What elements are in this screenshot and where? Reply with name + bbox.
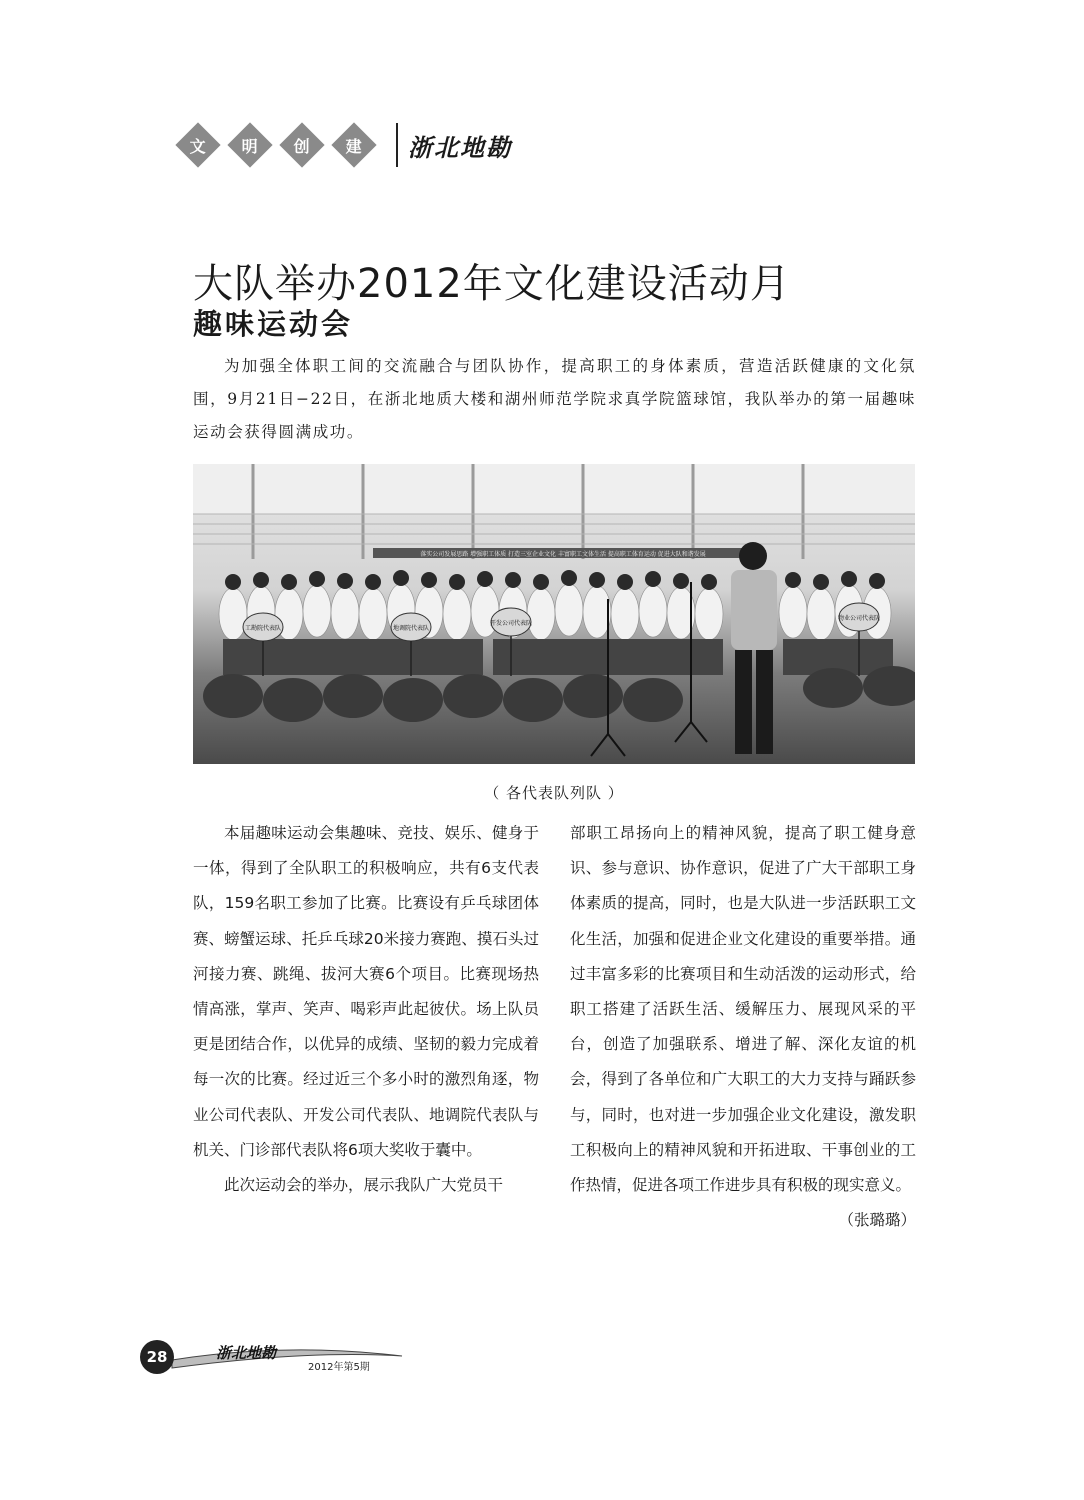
footer-issue: 2012年第5期 <box>308 1362 370 1373</box>
header-divider <box>396 123 398 167</box>
photo-caption: （ 各代表队列队 ） <box>484 784 624 802</box>
speaker-figure <box>731 542 777 754</box>
section-char: 建 <box>345 136 363 156</box>
section-char-diamond <box>279 122 324 167</box>
article-intro: 为加强全体职工间的交流融合与团队协作，提高职工的身体素质，营造活跃健康的文化氛围，9月21日−22日，在浙北地质大楼和湖州师范学院求真学院篮球馆，我队举办的第一届趣味运动会获得圆满成功。 <box>193 357 916 441</box>
article-photo <box>193 464 915 764</box>
body-paragraph: 此次运动会的举办，展示我队广大党员干 <box>224 1176 504 1195</box>
body-column-left <box>193 816 539 1203</box>
section-header <box>182 118 512 172</box>
body-paragraph-continued <box>570 816 916 1230</box>
body-column-right <box>570 816 916 1238</box>
author-byline: （张璐璐） <box>838 1211 916 1230</box>
section-char: 文 <box>189 136 207 156</box>
team-lineup-photo <box>193 464 915 764</box>
team-sign: 物业公司代表队 <box>837 615 881 622</box>
body-paragraph: 本届趣味运动会集趣味、竞技、娱乐、健身于一体，得到了全队职工的积极响应，共有6支代表队，159名职工参加了比赛。比赛设有乒乓球团体赛、螃蟹运球、托乒乓球20米接力赛跑、摸石头过河接力赛、跳绳、拔河大赛6个项目。比赛现场热情高涨，掌声、笑声、喝彩声此起彼伏。场上队员更是团结合作，以优异的成绩、坚韧的毅力完成着每一次的比赛。经过近三个多小时的激烈角逐，物业公司代表队、开发公司代表队、地调院代表队与机关、门诊部代表队将6项大奖收于囊中。 <box>193 824 539 1159</box>
header-brand: 浙北地勘 <box>408 132 512 162</box>
body-paragraph-continued-text: 部职工昂扬向上的精神风貌，提高了职工健身意识、参与意识、协作意识，促进了广大干部职工身体素质的提高，同时，也是大队进一步活跃职工文化生活，加强和促进企业文化建设的重要举措。通过丰富多彩的比赛项目和生动活泼的运动形式，给职工搭建了活跃生活、缓解压力、展现风采的平台，创造了加强联系、增进了解、深化友谊的机会，得到了各单位和广大职工的大力支持与踊跃参与，同时，也对进一步加强企业文化建设，激发职工积极向上的精神风貌和开拓进取、干事创业的工作热情，促进各项工作进步具有积极的现实意义。 <box>570 824 916 1195</box>
section-char: 创 <box>293 136 311 156</box>
article-title: 大队举办2012年文化建设活动月 <box>193 261 791 307</box>
page-footer <box>140 1338 400 1378</box>
team-sign: 工勘院代表队 <box>244 625 282 632</box>
team-sign: 地调院代表队 <box>392 625 430 632</box>
section-char: 明 <box>241 136 259 156</box>
footer-ribbon-graphic <box>166 1346 406 1370</box>
section-char-diamond <box>227 122 272 167</box>
section-char-diamond <box>331 122 376 167</box>
section-char-diamond <box>175 122 220 167</box>
venue-banner: 落实公司发展思路 增强职工体质 打造三室企业文化 丰富职工文体生活 提高职工体育运动 促进大队和谐发展 <box>420 551 706 558</box>
article-subtitle: 趣味运动会 <box>193 307 354 341</box>
team-sign: 开发公司代表队 <box>489 620 533 627</box>
footer-brand: 浙北地勘 <box>216 1344 277 1362</box>
page-number: 28 <box>140 1340 174 1374</box>
